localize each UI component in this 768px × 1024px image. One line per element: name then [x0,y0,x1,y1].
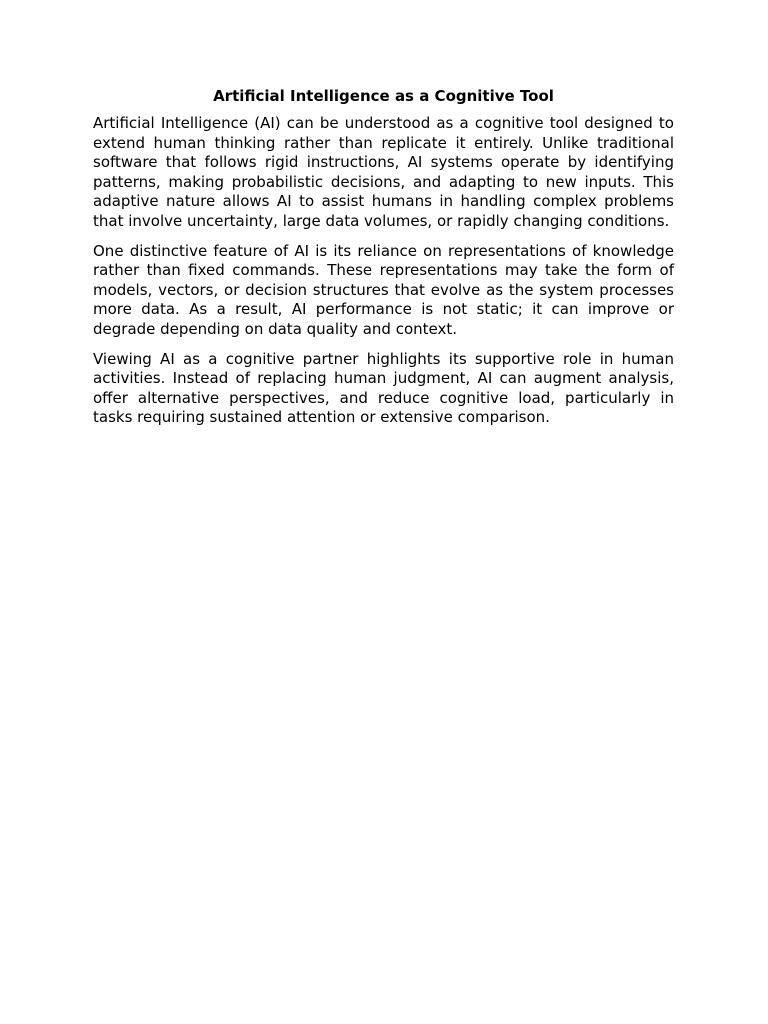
paragraph-1: Artificial Intelligence (AI) can be understood as a cognitive tool designed to extend human thinking rather than replicate it entirely. Unlike traditional software that follows rigid instructions, AI systems operate by identifying patterns, making probabilistic decisions, and adapting to new inputs. This adaptive nature allows AI to assist humans in handling complex problems that involve uncertainty, large data volumes, or rapidly changing conditions. [93,114,674,230]
document-page [93,85,674,438]
paragraph-2: One distinctive feature of AI is its reliance on representations of knowledge rather than fixed commands. These representations may take the form of models, vectors, or decision structures that evolve as the system processes more data. As a result, AI performance is not static; it can improve or degrade depending on data quality and context. [93,241,674,338]
document-title: Artificial Intelligence as a Cognitive Tool [213,87,554,105]
paragraph-3: Viewing AI as a cognitive partner highlights its supportive role in human activities. Instead of replacing human judgment, AI can augment analysis, offer alternative perspectives, and reduce cognitive load, particularly in tasks requiring sustained attention or extensive comparison. [93,349,674,427]
